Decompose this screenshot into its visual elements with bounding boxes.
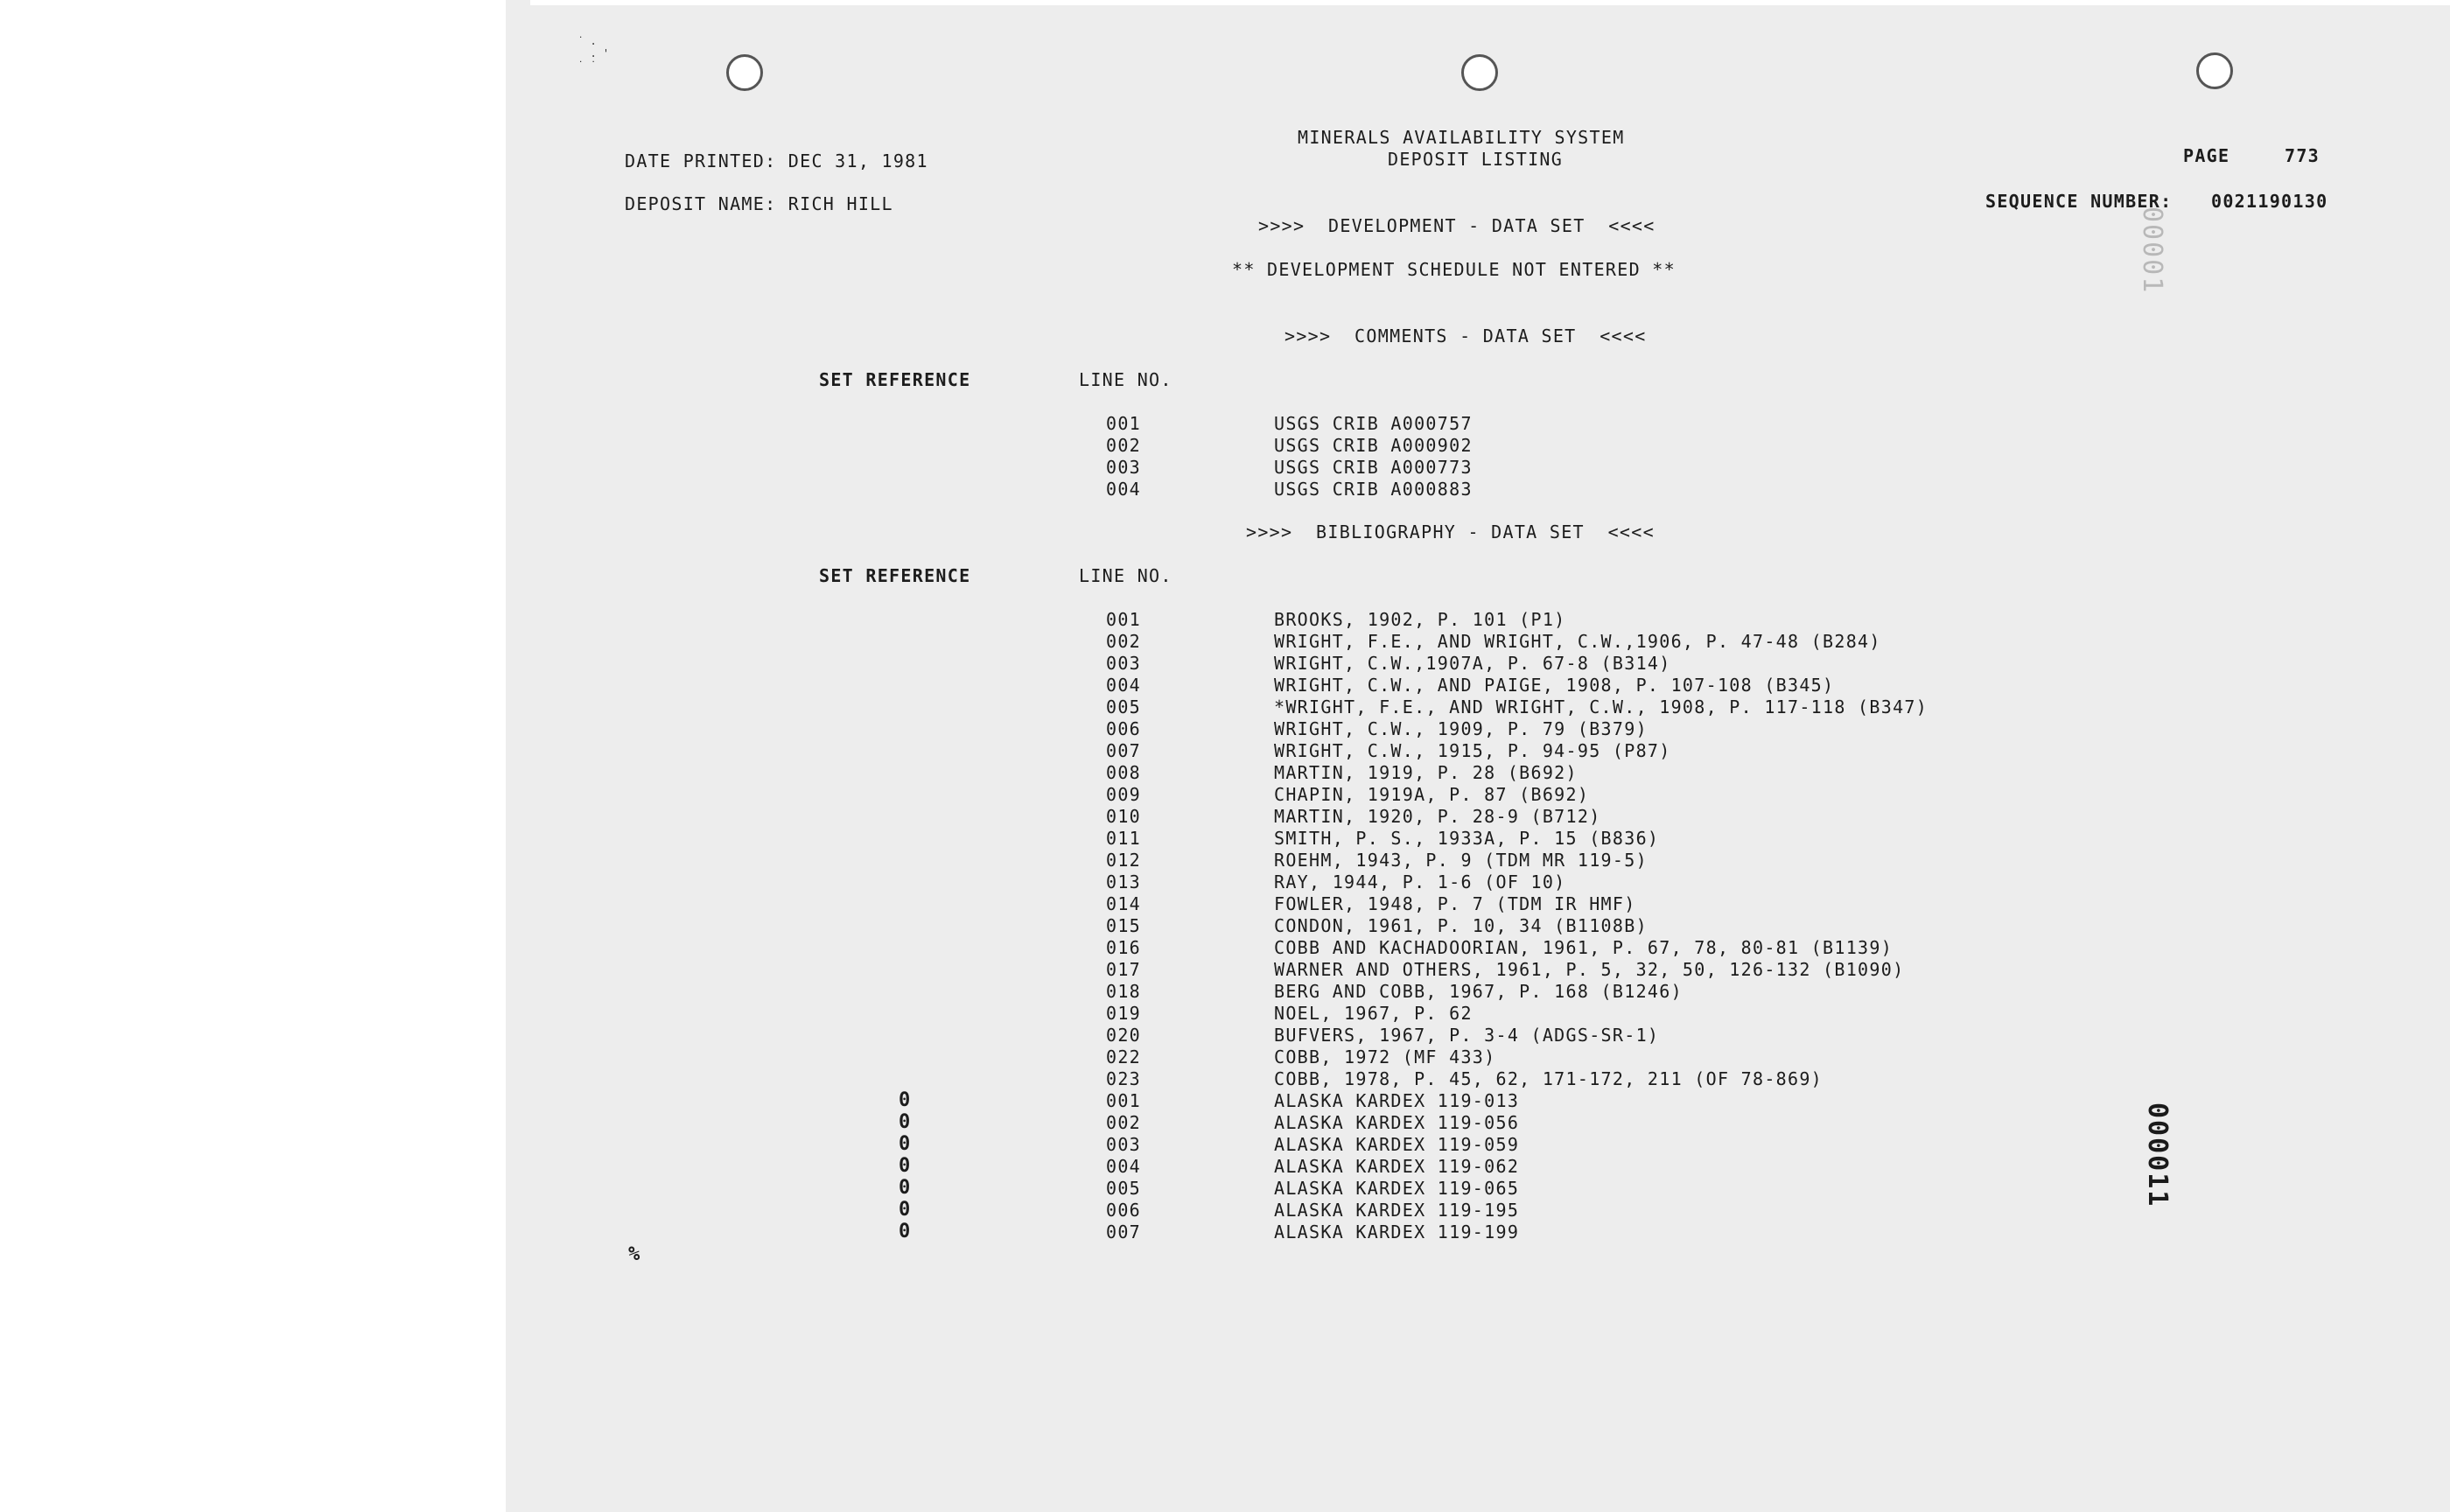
bibliography-line-number: 006 <box>1106 718 1142 739</box>
bibliography-line-number: 007 <box>1106 1222 1142 1242</box>
bibliography-entry: NOEL, 1967, P. 62 <box>1274 1003 1473 1024</box>
comments-heading: >>>> COMMENTS - DATA SET <<<< <box>1284 326 1647 346</box>
sequence-number: 0021190130 <box>2211 191 2328 212</box>
bibliography-line-number: 004 <box>1106 675 1142 696</box>
bibliography-entry: BUFVERS, 1967, P. 3-4 (ADGS-SR-1) <box>1274 1025 1660 1046</box>
margin-stamp-lower: 000011 <box>2142 1102 2173 1208</box>
bibliography-line-number: 010 <box>1106 806 1142 827</box>
bibliography-entry: WRIGHT, C.W., AND PAIGE, 1908, P. 107-108 (B345) <box>1274 675 1835 696</box>
deposit-name: DEPOSIT NAME: RICH HILL <box>625 193 893 214</box>
bibliography-entry: WRIGHT, F.E., AND WRIGHT, C.W.,1906, P. 47-48 (B284) <box>1274 631 1881 652</box>
bibliography-line-number: 012 <box>1106 850 1142 871</box>
comment-text: USGS CRIB A000757 <box>1274 413 1473 434</box>
comment-line-number: 004 <box>1106 479 1142 500</box>
punch-hole-right <box>2196 52 2233 89</box>
bibliography-line-number: 019 <box>1106 1003 1142 1024</box>
bibliography-line-number: 018 <box>1106 981 1142 1002</box>
comment-line-number: 001 <box>1106 413 1142 434</box>
bibliography-entry: ALASKA KARDEX 119-013 <box>1274 1090 1520 1111</box>
date-printed: DATE PRINTED: DEC 31, 1981 <box>625 150 928 172</box>
bibliography-set-reference: 0 <box>899 1177 911 1199</box>
bibliography-line-number: 015 <box>1106 915 1142 936</box>
bibliography-set-reference: 0 <box>899 1133 911 1155</box>
bibliography-set-reference: 0 <box>899 1155 911 1177</box>
bibliography-entry: COBB, 1978, P. 45, 62, 171-172, 211 (OF 78-869) <box>1274 1068 1824 1089</box>
comment-text: USGS CRIB A000883 <box>1274 479 1473 500</box>
bibliography-line-number: 013 <box>1106 872 1142 892</box>
comment-line-number: 003 <box>1106 457 1142 478</box>
development-heading: >>>> DEVELOPMENT - DATA SET <<<< <box>1258 215 1656 236</box>
bibliography-entry: RAY, 1944, P. 1-6 (OF 10) <box>1274 872 1566 892</box>
bibliography-entry: SMITH, P. S., 1933A, P. 15 (B836) <box>1274 828 1660 849</box>
bibliography-heading: >>>> BIBLIOGRAPHY - DATA SET <<<< <box>1246 522 1655 542</box>
bibliography-line-number: 001 <box>1106 1090 1142 1111</box>
bibliography-entry: ALASKA KARDEX 119-062 <box>1274 1156 1520 1177</box>
bibliography-entry: COBB, 1972 (MF 433) <box>1274 1046 1496 1068</box>
listing-title: DEPOSIT LISTING <box>1388 149 1564 170</box>
bibliography-line-number: 006 <box>1106 1200 1142 1221</box>
comment-text: USGS CRIB A000773 <box>1274 457 1473 478</box>
bibliography-entry: ALASKA KARDEX 119-056 <box>1274 1112 1520 1133</box>
sheet-edge <box>530 0 2450 5</box>
bibliography-line-number: 023 <box>1106 1068 1142 1089</box>
bibliography-line-number: 005 <box>1106 696 1142 718</box>
bibliography-entry: ALASKA KARDEX 119-059 <box>1274 1134 1520 1155</box>
bibliography-line-number: 003 <box>1106 653 1142 674</box>
bibliography-line-number: 001 <box>1106 609 1142 630</box>
bibliography-line-number: 002 <box>1106 631 1142 652</box>
bibliography-entry: ALASKA KARDEX 119-199 <box>1274 1222 1520 1242</box>
bibliography-line-number: 014 <box>1106 893 1142 914</box>
bibliography-set-reference: 0 <box>899 1089 911 1111</box>
bibliography-entry: ALASKA KARDEX 119-065 <box>1274 1178 1520 1199</box>
bibliography-line-number: 005 <box>1106 1178 1142 1199</box>
page-label: PAGE <box>2183 145 2230 166</box>
paper-specks: ˙ . . ' ˙ ˙ <box>578 35 610 72</box>
sequence-label: SEQUENCE NUMBER: <box>1985 191 2173 212</box>
punch-hole-left <box>726 54 763 91</box>
bibliography-line-number: 022 <box>1106 1046 1142 1068</box>
comment-line-number: 002 <box>1106 435 1142 456</box>
punch-hole-center <box>1461 54 1498 91</box>
bibliography-line-number: 016 <box>1106 937 1142 958</box>
bibliography-line-number: 004 <box>1106 1156 1142 1177</box>
bibliography-col-line-no: LINE NO. <box>1079 565 1172 586</box>
bibliography-set-reference: 0 <box>899 1221 911 1242</box>
bibliography-line-number: 017 <box>1106 959 1142 980</box>
bibliography-line-number: 003 <box>1106 1134 1142 1155</box>
development-note: ** DEVELOPMENT SCHEDULE NOT ENTERED ** <box>1232 259 1676 280</box>
bibliography-line-number: 007 <box>1106 740 1142 761</box>
bibliography-entry: COBB AND KACHADOORIAN, 1961, P. 67, 78, 80-81 (B1139) <box>1274 937 1894 958</box>
bibliography-set-reference: 0 <box>899 1199 911 1221</box>
bibliography-entry: WRIGHT, C.W.,1907A, P. 67-8 (B314) <box>1274 653 1671 674</box>
bibliography-col-set-reference: SET REFERENCE <box>819 565 971 586</box>
bibliography-set-reference: 0 <box>899 1111 911 1133</box>
bibliography-line-number: 009 <box>1106 784 1142 805</box>
bibliography-entry: FOWLER, 1948, P. 7 (TDM IR HMF) <box>1274 893 1636 914</box>
comments-col-set-reference: SET REFERENCE <box>819 369 971 390</box>
bibliography-entry: BERG AND COBB, 1967, P. 168 (B1246) <box>1274 981 1683 1002</box>
bibliography-entry: MARTIN, 1920, P. 28-9 (B712) <box>1274 806 1601 827</box>
bibliography-entry: BROOKS, 1902, P. 101 (P1) <box>1274 609 1566 630</box>
bibliography-entry: *WRIGHT, F.E., AND WRIGHT, C.W., 1908, P. 117-118 (B347) <box>1274 696 1928 718</box>
bibliography-entry: ALASKA KARDEX 119-195 <box>1274 1200 1520 1221</box>
bibliography-entry: CONDON, 1961, P. 10, 34 (B1108B) <box>1274 915 1648 936</box>
system-title: MINERALS AVAILABILITY SYSTEM <box>1298 127 1625 148</box>
comment-text: USGS CRIB A000902 <box>1274 435 1473 456</box>
bibliography-entry: MARTIN, 1919, P. 28 (B692) <box>1274 762 1578 783</box>
bibliography-line-number: 011 <box>1106 828 1142 849</box>
bibliography-entry: ROEHM, 1943, P. 9 (TDM MR 119-5) <box>1274 850 1648 871</box>
comments-col-line-no: LINE NO. <box>1079 369 1172 390</box>
bibliography-entry: WRIGHT, C.W., 1915, P. 94-95 (P87) <box>1274 740 1671 761</box>
bibliography-line-number: 020 <box>1106 1025 1142 1046</box>
bibliography-entry: CHAPIN, 1919A, P. 87 (B692) <box>1274 784 1590 805</box>
bibliography-line-number: 008 <box>1106 762 1142 783</box>
bibliography-line-number: 002 <box>1106 1112 1142 1133</box>
bibliography-entry: WARNER AND OTHERS, 1961, P. 5, 32, 50, 126-132 (B1090) <box>1274 959 1905 980</box>
margin-stamp-upper: 00001 <box>2137 206 2167 295</box>
bibliography-entry: WRIGHT, C.W., 1909, P. 79 (B379) <box>1274 718 1648 739</box>
footer-mark: % <box>628 1243 641 1265</box>
page-number: 773 <box>2285 145 2320 166</box>
